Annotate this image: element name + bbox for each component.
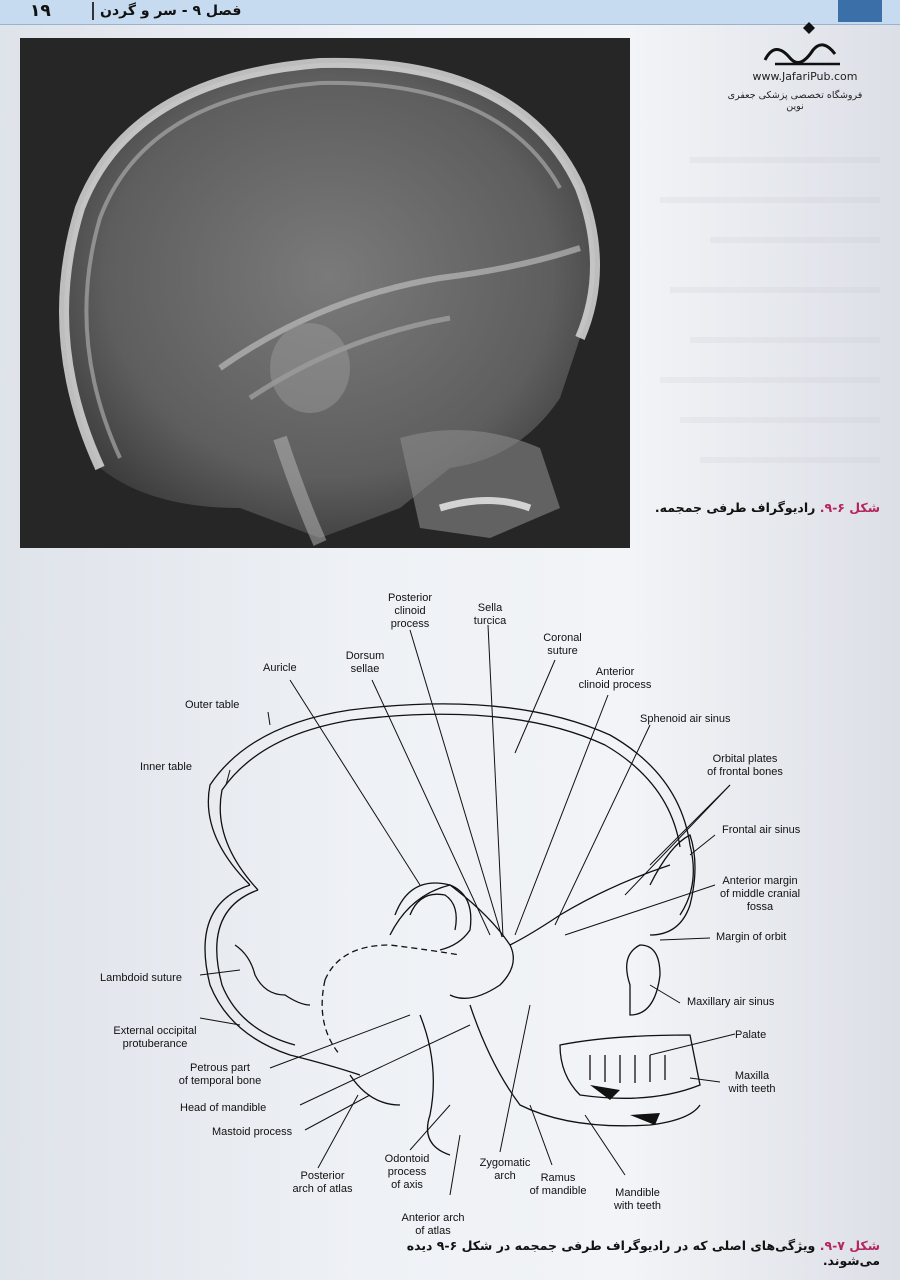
label-head-mandible: Head of mandible bbox=[180, 1102, 267, 1114]
label-outer-table: Outer table bbox=[185, 699, 240, 711]
label-lambdoid: Lambdoid suture bbox=[100, 972, 182, 984]
label-mandible-teeth: Mandible with teeth bbox=[613, 1187, 662, 1212]
skull-radiograph bbox=[20, 38, 630, 548]
figure-2-caption bbox=[380, 1238, 880, 1268]
label-anterior-margin: Anterior margin of middle cranial fossa bbox=[719, 875, 801, 913]
publisher-subtitle: فروشگاه تخصصی پزشکی جعفری نوین bbox=[727, 90, 863, 112]
label-frontal-sinus: Frontal air sinus bbox=[722, 824, 801, 836]
label-coronal-suture: Coronal suture bbox=[543, 632, 582, 657]
publisher-url: www.JafariPub.com bbox=[752, 70, 858, 83]
header-divider bbox=[92, 2, 94, 20]
label-ramus: Ramus of mandible bbox=[529, 1172, 587, 1197]
faint-lines bbox=[650, 40, 890, 480]
page-number: ۱۹ bbox=[30, 1, 51, 21]
figure-2-label: شکل ۷-۹. bbox=[819, 1238, 880, 1253]
label-sphenoid-sinus: Sphenoid air sinus bbox=[640, 713, 731, 725]
chapter-title: فصل ۹ - سر و گردن bbox=[100, 3, 242, 19]
inner-table-line bbox=[220, 714, 680, 890]
figure-1-label: شکل ۶-۹. bbox=[819, 500, 880, 515]
label-zygomatic: Zygomatic arch bbox=[479, 1157, 531, 1182]
label-auricle: Auricle bbox=[263, 662, 297, 674]
label-orbital-plates: Orbital plates of frontal bones bbox=[707, 753, 783, 778]
label-posterior-arch: Posterior arch of atlas bbox=[292, 1170, 353, 1195]
label-anterior-arch: Anterior arch of atlas bbox=[401, 1212, 465, 1237]
label-mastoid: Mastoid process bbox=[212, 1126, 293, 1138]
label-petrous: Petrous part of temporal bone bbox=[178, 1062, 262, 1087]
figure-1-text: رادیوگراف طرفی جمجمه. bbox=[654, 500, 820, 515]
chapter-tab bbox=[838, 0, 882, 22]
label-sella-turcica: Sella turcica bbox=[473, 602, 507, 627]
label-maxilla-teeth: Maxilla with teeth bbox=[728, 1070, 776, 1095]
bleed-through-text bbox=[640, 40, 890, 489]
label-anterior-clinoid: Anterior clinoid process bbox=[578, 666, 652, 691]
label-palate: Palate bbox=[735, 1029, 767, 1041]
label-dorsum-sellae: Dorsum sellae bbox=[345, 650, 385, 675]
label-posterior-clinoid: Posterior clinoid process bbox=[387, 592, 433, 630]
label-margin-orbit: Margin of orbit bbox=[716, 931, 787, 943]
figure-1-caption bbox=[640, 500, 880, 515]
skull-diagram bbox=[90, 585, 810, 1225]
label-inner-table: Inner table bbox=[140, 761, 192, 773]
label-odontoid: Odontoid process of axis bbox=[384, 1153, 430, 1191]
figure-2-text: ویژگی‌های اصلی که در رادیوگراف طرفی جمجمه در شکل ۶-۹ دیده می‌شوند. bbox=[406, 1238, 880, 1268]
label-external-occipital: External occipital protuberance bbox=[113, 1025, 197, 1050]
label-maxillary-sinus: Maxillary air sinus bbox=[687, 996, 775, 1008]
